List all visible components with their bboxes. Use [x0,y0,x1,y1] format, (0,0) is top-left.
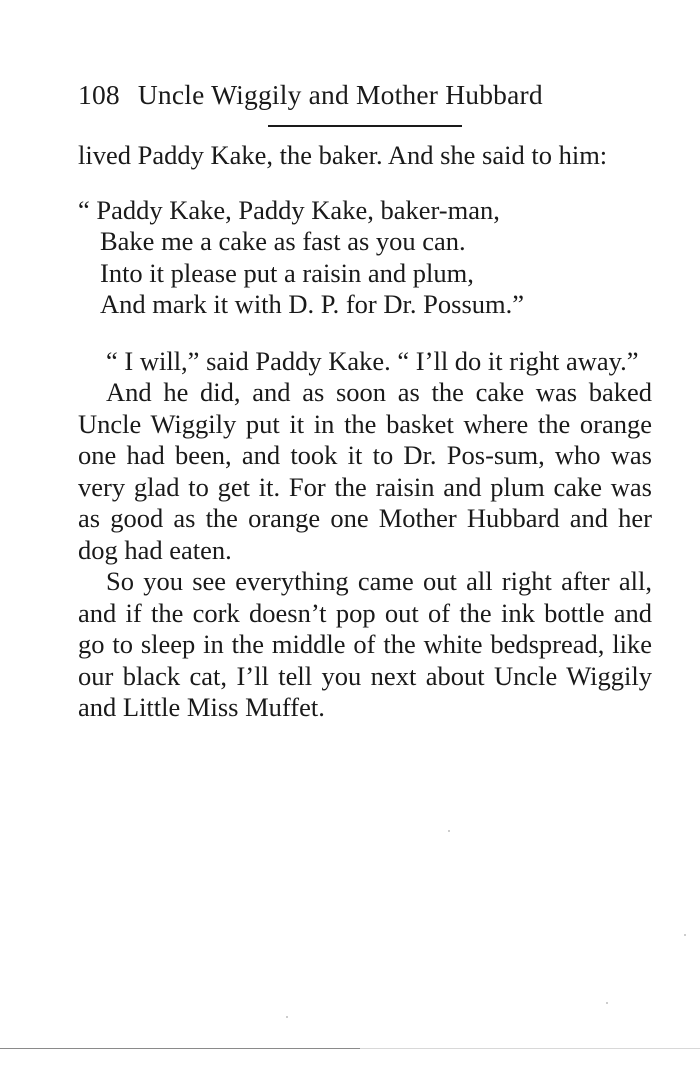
scan-edge-line-faint [360,1048,700,1049]
verse-line-1: “ Paddy Kake, Paddy Kake, baker-man, [78,194,500,225]
paragraph-reply: “ I will,” said Paddy Kake. “ I’ll do it right away.” [106,345,639,376]
paper-speck [448,830,450,832]
paper-speck [286,1016,288,1018]
paragraph-closing: So you see everything came out all right after all, and if the cork doesn’t pop out of the ink bottle and go to sleep in the middle of the white bedspread, like our black cat, I’ll tell you next about Uncle Wiggily and Little Miss Muffet. [78,566,652,722]
verse-line-2: Bake me a cake as fast as you can. [100,226,466,256]
page-number: 108 [78,79,120,110]
scan-edge-line [0,1048,360,1049]
running-title: Uncle Wiggily and Mother Hubbard [137,79,543,110]
verse-line-3: Into it please put a raisin and plum, [100,257,474,288]
body-text [78,140,652,724]
paper-speck [684,934,686,936]
verse-line-4: And mark it with D. P. for Dr. Possum.” [100,289,524,319]
verse-block [78,195,652,321]
header-rule [268,125,462,127]
running-head [78,78,638,112]
paragraph-cake-baked: And he did, and as soon as the cake was baked Uncle Wiggily put it in the basket where the orange one had been, and took it to Dr. Pos-sum, who was very glad to get it. For the raisin and plum cake was as good as the orange one Mother Hubbard and her dog had eaten. [78,377,652,565]
paragraph-continuation: lived Paddy Kake, the baker. And she said to him: [78,140,608,170]
paper-speck [606,1002,608,1004]
